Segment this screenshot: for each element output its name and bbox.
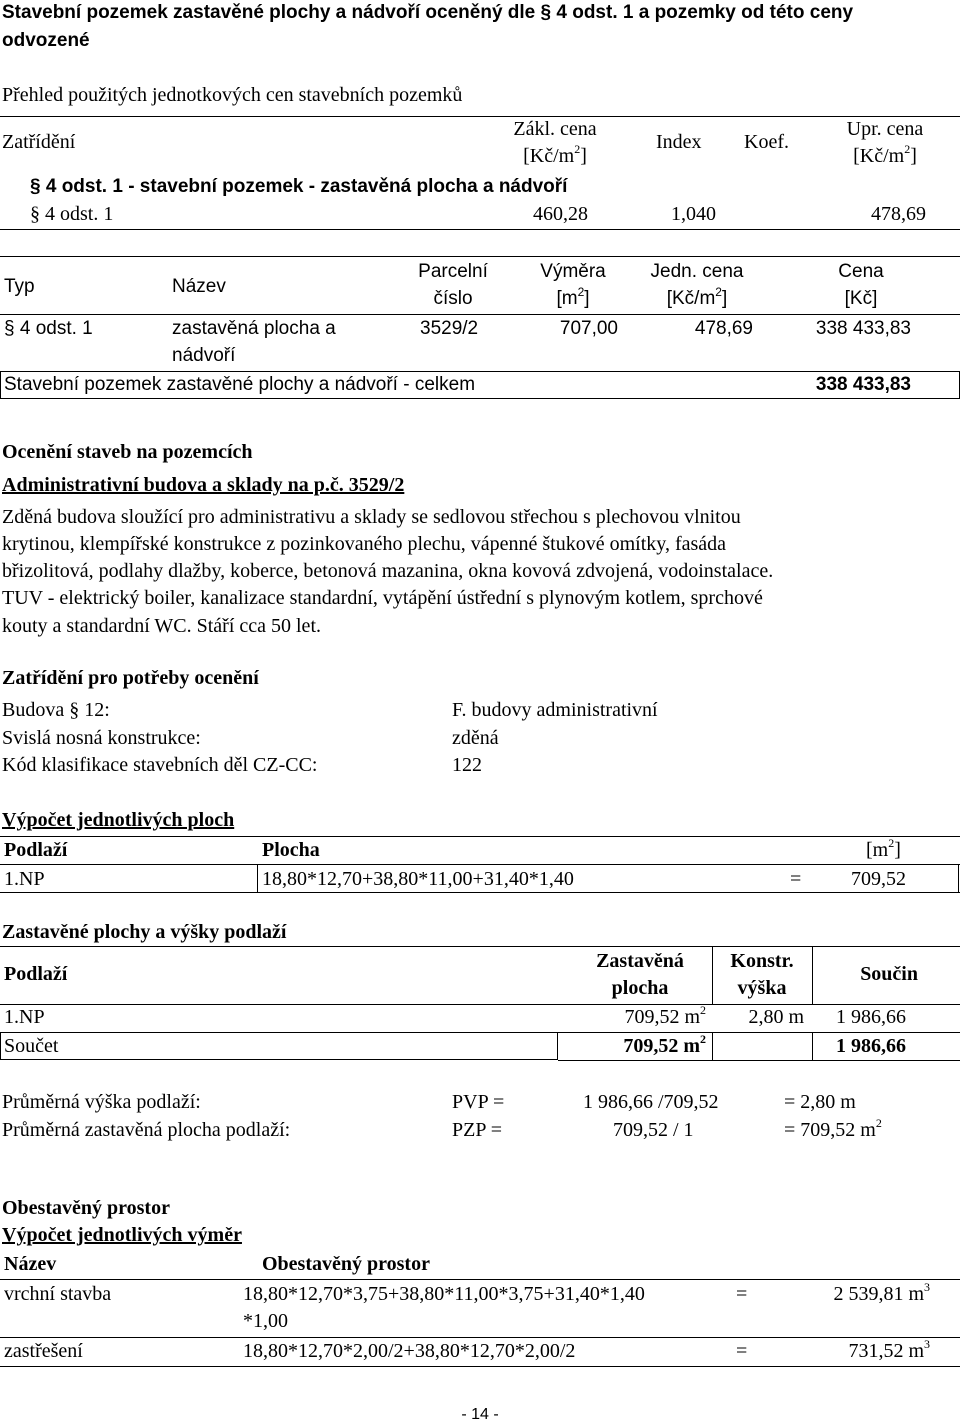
volume-row-formula-2: *1,00 <box>243 1310 288 1332</box>
areas-row-formula: 18,80*12,70+38,80*11,00+31,40*1,40 <box>262 868 574 890</box>
description-line: Zděná budova sloužící pro administrativu a sklady se sedlovou střechou s plechovou vlnitou <box>2 506 741 528</box>
col-podlazi: Podlaží <box>4 963 68 985</box>
avg-height-key: PVP = <box>452 1091 505 1113</box>
land-row-jedn: 478,69 <box>694 318 753 339</box>
col-jedn-unit: $[Kč/m^2]$ <box>666 284 728 309</box>
built-row-plocha: 709,52 $m^2$ <box>624 1003 706 1028</box>
classification-label: Budova § 12: <box>2 699 110 721</box>
col-typ: Typ <box>4 276 35 297</box>
buildings-subheading: Administrativní budova a sklady na p.č. 3529/2 <box>2 474 405 496</box>
land-row-parcel: 3529/2 <box>420 318 479 339</box>
col-nazev: Název <box>4 1253 57 1275</box>
volume-row-formula: 18,80*12,70*3,75+38,80*11,00*3,75+31,40*1,40 <box>243 1283 645 1305</box>
col-konstr-2: výška <box>737 977 787 999</box>
built-areas-heading: Zastavěné plochy a výšky podlaží <box>2 921 287 943</box>
col-konstr: Konstr. <box>730 950 794 972</box>
land-row-typ: § 4 odst. 1 <box>4 318 93 339</box>
areas-row-value: 709,52 <box>851 868 906 890</box>
classification-value: F. budovy administrativní <box>452 699 658 721</box>
classification-value: 122 <box>452 754 482 776</box>
avg-area-calc: 709,52 / 1 <box>613 1119 694 1141</box>
buildings-heading: Ocenění staveb na pozemcích <box>2 441 253 463</box>
built-row-podlazi: 1.NP <box>4 1006 45 1028</box>
built-row-vyska: 2,80 m <box>748 1006 804 1028</box>
classification-heading: Zatřídění pro potřeby ocenění <box>2 667 259 689</box>
volume-subheading: Výpočet jednotlivých výměr <box>2 1224 242 1246</box>
volume-row-formula: 18,80*12,70*2,00/2+38,80*12,70*2,00/2 <box>243 1340 576 1362</box>
col-vymera-unit: $[m^2]$ <box>556 284 590 309</box>
built-row-soucin: 1 986,66 <box>836 1006 906 1028</box>
col-koef: Koef. <box>744 131 789 153</box>
volume-heading: Obestavěný prostor <box>2 1197 170 1219</box>
col-nazev: Název <box>172 276 226 297</box>
avg-area-result: = 709,52 $m^2$ <box>784 1116 882 1141</box>
volume-row-name: zastřešení <box>4 1340 83 1362</box>
classification-value: zděná <box>452 727 499 749</box>
land-row-nazev: zastavěná plocha a <box>172 318 336 339</box>
areas-row-podlazi: 1.NP <box>4 868 45 890</box>
avg-height-label: Průměrná výška podlaží: <box>2 1091 201 1113</box>
land-total-label: Stavební pozemek zastavěné plochy a nádvoří - celkem <box>4 374 476 395</box>
areas-row-eq: = <box>790 868 802 890</box>
price-row-index: 1,040 <box>671 203 716 225</box>
price-row-zakl: 460,28 <box>533 203 588 225</box>
col-parcelni: Parcelní <box>418 261 488 282</box>
col-zatrideni: Zatřídění <box>2 131 76 153</box>
col-soucin: Součin <box>860 963 918 985</box>
col-parcelni-2: číslo <box>433 288 473 309</box>
col-cena-unit: [Kč] <box>844 288 878 309</box>
built-sum-plocha: 709,52 $m^2$ <box>623 1032 706 1057</box>
price-row-label: § 4 odst. 1 <box>30 203 114 225</box>
col-zastavena-2: plocha <box>611 977 669 999</box>
avg-area-label: Průměrná zastavěná plocha podlaží: <box>2 1119 291 1141</box>
volume-row-eq: = <box>736 1283 748 1305</box>
volume-row-eq: = <box>736 1340 748 1362</box>
land-row-nazev-2: nádvoří <box>172 345 236 366</box>
avg-height-result: = 2,80 m <box>784 1091 856 1113</box>
page-number: - 14 - <box>461 1406 499 1423</box>
built-sum-soucin: 1 986,66 <box>836 1035 906 1057</box>
col-obestaveny: Obestavěný prostor <box>262 1253 430 1275</box>
land-row-vymera: 707,00 <box>559 318 618 339</box>
avg-area-key: PZP = <box>452 1119 502 1141</box>
land-total-value: 338 433,83 <box>815 374 911 395</box>
classification-label: Svislá nosná konstrukce: <box>2 727 201 749</box>
col-vymera: Výměra <box>540 261 606 282</box>
land-row-cena: 338 433,83 <box>815 318 911 339</box>
col-podlazi: Podlaží <box>4 839 68 861</box>
page-title-line1: Stavební pozemek zastavěné plochy a nádvoří oceněný dle § 4 odst. 1 a pozemky od této ceny <box>2 2 854 23</box>
description-line: krytinou, klempířské konstrukce z pozinkovaného plechu, vápenné štukové omítky, fasáda <box>2 533 727 555</box>
col-plocha: Plocha <box>262 839 320 861</box>
built-sum-label: Součet <box>4 1035 59 1057</box>
col-zakl-cena: Zákl. cena <box>513 118 597 140</box>
col-unit: $[m^2]$ <box>866 836 901 861</box>
col-zakl-unit: $[Kč/m^2]$ <box>523 142 587 167</box>
description-line: břizolitová, podlahy dlažby, koberce, betonová mazanina, okna kovová zdvojená, vodoinstalace. <box>2 560 774 582</box>
areas-heading: Výpočet jednotlivých ploch <box>2 809 235 831</box>
avg-height-calc: 1 986,66 /709,52 <box>583 1091 719 1113</box>
volume-row-value: 2 539,81 $m^3$ <box>833 1280 930 1305</box>
description-line: TUV - elektrický boiler, kanalizace standardní, vytápění ústřední s plynovým kotlem, sprchové <box>2 587 763 609</box>
col-index: Index <box>656 131 702 153</box>
volume-row-value: 731,52 $m^3$ <box>848 1337 930 1362</box>
price-row-upr: 478,69 <box>871 203 926 225</box>
col-cena: Cena <box>838 261 884 282</box>
classification-label: Kód klasifikace stavebních děl CZ-CC: <box>2 754 318 776</box>
price-group-label: § 4 odst. 1 - stavební pozemek - zastavěná plocha a nádvoří <box>30 176 568 197</box>
col-upr-cena: Upr. cena <box>846 118 924 140</box>
description-line: kouty a standardní WC. Stáří cca 50 let. <box>2 615 321 637</box>
col-upr-unit: $[Kč/m^2]$ <box>853 142 917 167</box>
page-title-line2: odvozené <box>2 30 90 51</box>
col-jedn-cena: Jedn. cena <box>650 261 744 282</box>
col-zastavena: Zastavěná <box>596 950 684 972</box>
volume-row-name: vrchní stavba <box>4 1283 112 1305</box>
overview-heading: Přehled použitých jednotkových cen stavebních pozemků <box>2 84 463 106</box>
